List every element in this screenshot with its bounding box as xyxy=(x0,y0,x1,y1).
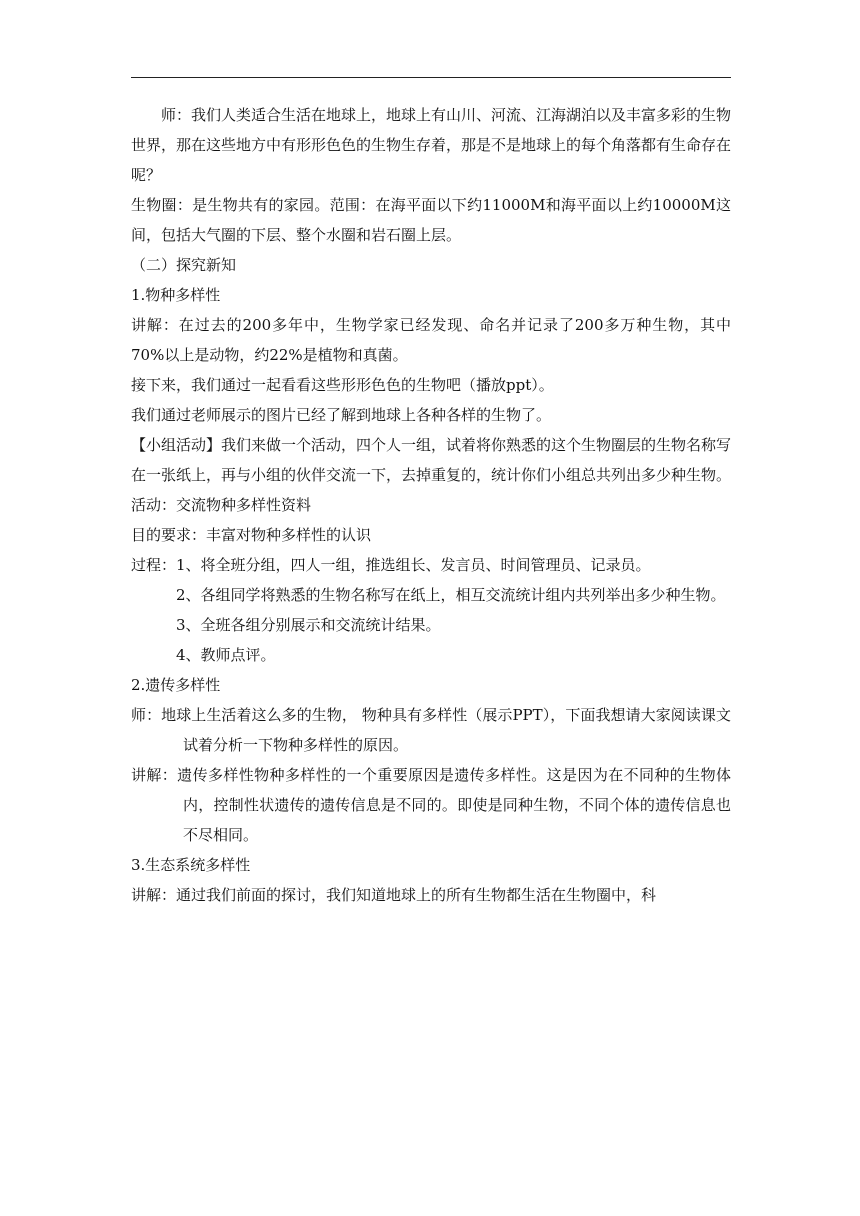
heading-genetic-diversity: 2.遗传多样性 xyxy=(131,676,221,694)
section-heading-explore: （二）探究新知 xyxy=(131,256,237,274)
heading-species-diversity: 1.物种多样性 xyxy=(131,286,221,304)
paragraph-explanation-genetic: 讲解：遗传多样性物种多样性的一个重要原因是遗传多样性。这是因为在不同种的生物体内，控制性状遗传的遗传信息是不同的。即使是同种生物，不同个体的遗传信息也不尽相同。 xyxy=(131,766,731,844)
paragraph-purpose: 目的要求：丰富对物种多样性的认识 xyxy=(131,526,372,544)
paragraph-process-step-2: 2、各组同学将熟悉的生物名称写在纸上，相互交流统计组内共列举出多少种生物。 xyxy=(176,586,726,604)
paragraph-explanation-ecosystem: 讲解：通过我们前面的探讨，我们知道地球上的所有生物都生活在生物圈中，科 xyxy=(131,886,657,904)
paragraph-biosphere-definition: 生物圈：是生物共有的家园。范围：在海平面以下约11000M和海平面以上约10000M这间，包括大气圈的下层、整个水圈和岩石圈上层。 xyxy=(131,196,731,244)
header-rule xyxy=(131,77,731,78)
paragraph-teacher-genetic: 师：地球上生活着这么多的生物， 物种具有多样性（展示PPT），下面我想请大家阅读课文试着分析一下物种多样性的原因。 xyxy=(131,706,731,754)
paragraph-watch-ppt: 接下来，我们通过一起看看这些形形色色的生物吧（播放ppt）。 xyxy=(131,376,554,394)
paragraph-explanation-species: 讲解：在过去的200多年中，生物学家已经发现、命名并记录了200多万种生物，其中70%以上是动物，约22%是植物和真菌。 xyxy=(131,316,731,364)
paragraph-teacher-intro: 师：我们人类适合生活在地球上，地球上有山川、河流、江海湖泊以及丰富多彩的生物世界，那在这些地方中有形形色色的生物生存着，那是不是地球上的每个角落都有生命存在呢？ xyxy=(131,106,732,184)
paragraph-activity-title: 活动：交流物种多样性资料 xyxy=(131,496,312,514)
paragraph-process-step-3: 3、全班各组分别展示和交流统计结果。 xyxy=(176,616,441,634)
paragraph-process-step-1: 过程：1、将全班分组，四人一组，推选组长、发言员、时间管理员、记录员。 xyxy=(131,556,651,574)
paragraph-pictures-shown: 我们通过老师展示的图片已经了解到地球上各种各样的生物了。 xyxy=(131,406,552,424)
paragraph-process-step-4: 4、教师点评。 xyxy=(176,646,276,664)
heading-ecosystem-diversity: 3.生态系统多样性 xyxy=(131,856,251,874)
paragraph-group-activity: 【小组活动】我们来做一个活动，四个人一组，试着将你熟悉的这个生物圈层的生物名称写在一张纸上，再与小组的伙伴交流一下，去掉重复的，统计你们小组总共列出多少种生物。 xyxy=(131,436,732,484)
document-body xyxy=(131,100,731,910)
